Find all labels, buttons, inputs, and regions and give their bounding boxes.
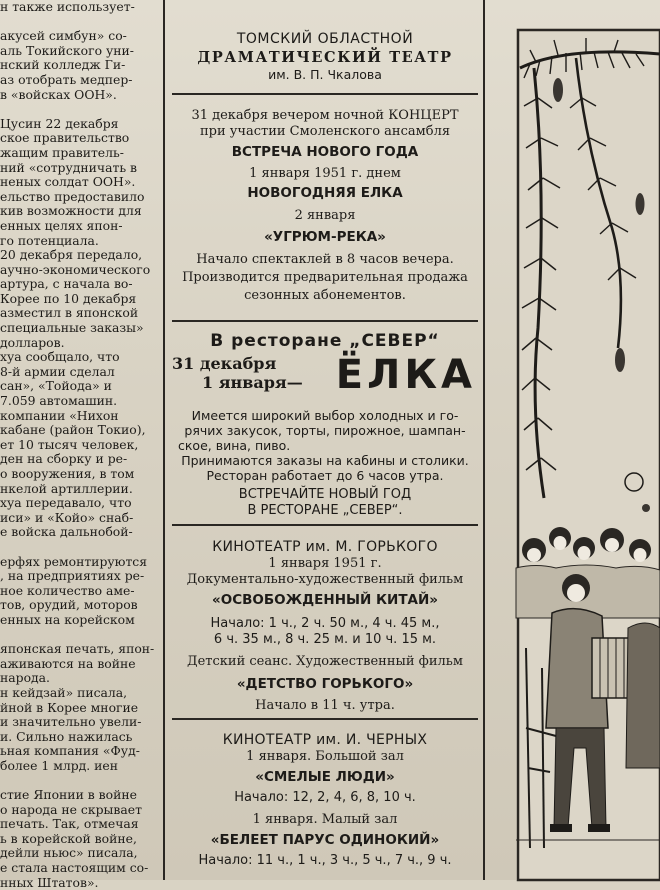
restaurant-desc-4: Принимаются заказы на кабины и столики.	[181, 453, 469, 468]
theatre-name-line1: ТОМСКИЙ ОБЛАСТНОЙ	[236, 31, 414, 47]
theatre-name-line3: им. В. П. Чкалова	[268, 67, 382, 82]
event-concert-details: при участии Смоленского ансамбля	[199, 124, 451, 139]
gorky-cinema-film: «ОСВОБОЖДЕННЫЙ КИТАЙ»	[212, 592, 438, 608]
news-line: нных Штатов».	[0, 874, 99, 890]
theatre-name-line2: ДРАМАТИЧЕСКИЙ ТЕАТР	[197, 49, 453, 66]
theatre-note-subscription: сезонных абонементов.	[244, 288, 406, 303]
news-line: сан», «Тойода» и	[0, 378, 112, 394]
theatre-ad	[172, 30, 478, 82]
news-line: ь в корейской войне,	[0, 830, 137, 846]
gorky-cinema-times-1: Начало: 1 ч., 2 ч. 50 м., 4 ч. 45 м.,	[210, 616, 440, 631]
news-line: артура, с начала во-	[0, 276, 133, 292]
event-date-jan2: 2 января	[294, 208, 356, 223]
news-line: долларов.	[0, 334, 65, 350]
news-line: енных целях япон-	[0, 217, 123, 233]
news-line: ний «сотрудничать в	[0, 159, 138, 175]
gorky-cinema-kids: Детский сеанс. Художественный фильм	[187, 654, 463, 669]
news-line: неных солдат ООН».	[0, 174, 136, 190]
news-line: е стала настоящим со-	[0, 860, 149, 876]
news-line: аз отобрать медпер-	[0, 71, 133, 87]
news-line: стие Японии в войне	[0, 787, 137, 803]
news-line: аживаются на войне	[0, 655, 136, 671]
gorky-cinema-film2: «ДЕТСТВО ГОРЬКОГО»	[236, 676, 414, 692]
news-line: аучно-экономического	[0, 261, 151, 277]
news-line: н также использует-	[0, 0, 135, 14]
news-line: жащим правитель-	[0, 144, 124, 160]
news-line: специальные заказы»	[0, 320, 144, 336]
news-line	[0, 628, 160, 643]
news-line: нский колледж Ги-	[0, 57, 126, 73]
news-line: акусей симбун» со-	[0, 28, 127, 44]
news-line: и значительно увели-	[0, 714, 142, 730]
restaurant-slogan-1: ВСТРЕЧАЙТЕ НОВЫЙ ГОД	[238, 487, 412, 502]
news-line: го потенциала.	[0, 232, 99, 248]
news-line: ет 10 тысяч человек,	[0, 436, 139, 452]
chernykh-cinema-hall1: 1 января. Большой зал	[246, 749, 404, 764]
news-line: хуа сообщало, что	[0, 349, 120, 365]
fir-tree-and-children-drawing	[516, 28, 660, 880]
news-line: в «войсках ООН».	[0, 86, 117, 102]
chernykh-cinema-film1: «СМЕЛЫЕ ЛЮДИ»	[255, 769, 395, 785]
news-line: Цусин 22 декабря	[0, 115, 119, 131]
news-line: о народа не скрывает	[0, 801, 142, 817]
news-line: народа.	[0, 670, 50, 686]
news-line: е войска дальнобой-	[0, 524, 133, 540]
event-title-elka: НОВОГОДНЯЯ ЕЛКА	[247, 185, 403, 201]
restaurant-desc-2: рячих закусок, торты, пирожное, шампан-	[184, 423, 466, 438]
event-date-jan1: 1 января 1951 г. днем	[249, 166, 401, 181]
chernykh-cinema-ad	[172, 731, 478, 869]
gorky-cinema-times-2: 6 ч. 35 м., 8 ч. 25 м. и 10 ч. 15 м.	[213, 632, 437, 647]
announcements-column	[172, 0, 478, 880]
news-line: н кейдзай» писала,	[0, 684, 128, 700]
restaurant-desc-3: ское, вина, пиво.	[178, 438, 291, 453]
news-line: азместил в японской	[0, 305, 139, 321]
news-line: хуа передавало, что	[0, 495, 132, 511]
news-line: ельство предоставило	[0, 188, 145, 204]
news-line: дейли ньюс» писала,	[0, 845, 138, 861]
divider	[172, 320, 478, 322]
news-line: , на предприятиях ре-	[0, 568, 145, 584]
new-year-illustration	[516, 28, 660, 880]
restaurant-dates-row	[172, 354, 478, 402]
divider	[172, 718, 478, 720]
news-line: енных на корейском	[0, 611, 135, 627]
restaurant-dates	[172, 354, 303, 392]
news-line: 20 декабря передало,	[0, 247, 143, 263]
column-rule-right	[483, 0, 485, 880]
restaurant-desc-1: Имеется широкий выбор холодных и го-	[191, 408, 459, 423]
news-line: компании «Нихон	[0, 407, 119, 423]
news-line: ерфях ремонтируются	[0, 553, 148, 569]
news-line	[0, 773, 160, 788]
news-line: ское правительство	[0, 130, 130, 146]
news-line	[0, 540, 160, 555]
news-line: печать. Так, отмечая	[0, 816, 139, 832]
restaurant-ad	[172, 330, 478, 519]
news-line	[0, 15, 160, 30]
left-news-column	[0, 0, 160, 890]
chernykh-cinema-film2: «БЕЛЕЕТ ПАРУС ОДИНОКИЙ»	[210, 832, 440, 848]
news-line: иси» и «Койо» снаб-	[0, 509, 134, 525]
theatre-note-start: Начало спектаклей в 8 часов вечера.	[196, 252, 454, 267]
column-rule-left	[163, 0, 165, 880]
restaurant-date1: 31 декабря	[172, 354, 277, 373]
news-line: кабане (район Токио),	[0, 422, 146, 438]
gorky-cinema-date: 1 января 1951 г.	[268, 556, 382, 571]
news-line: ное количество аме-	[0, 582, 135, 598]
theatre-events	[172, 108, 478, 304]
chernykh-cinema-times1: Начало: 12, 2, 4, 6, 8, 10 ч.	[234, 790, 416, 805]
theatre-note-sale: Производится предварительная продажа	[182, 270, 468, 285]
news-line: кив возможности для	[0, 203, 142, 219]
chernykh-cinema-times2: Начало: 11 ч., 1 ч., 3 ч., 5 ч., 7 ч., 9 ч.	[198, 853, 452, 868]
restaurant-elka-title: ЁЛКА	[335, 352, 476, 398]
gorky-cinema-genre: Документально-художественный фильм	[186, 572, 464, 587]
event-concert: 31 декабря вечером ночной КОНЦЕРТ	[191, 108, 459, 123]
news-line: нкелой артиллерии.	[0, 480, 133, 496]
news-line: 7.059 автомашин.	[0, 393, 118, 409]
news-line: японская печать, япон-	[0, 641, 155, 657]
divider	[172, 93, 478, 95]
event-title-ugryum-reka: «УГРЮМ-РЕКА»	[264, 229, 386, 245]
chernykh-cinema-hall2: 1 января. Малый зал	[252, 812, 398, 827]
news-line: ьная компания «Фуд-	[0, 743, 140, 759]
news-line: и. Сильно нажилась	[0, 728, 133, 744]
restaurant-date2: 1 января—	[202, 373, 303, 392]
gorky-cinema-start: Начало в 11 ч. утра.	[255, 698, 395, 713]
restaurant-desc-5: Ресторан работает до 6 часов утра.	[206, 468, 444, 483]
divider	[172, 524, 478, 526]
news-line: Корее по 10 декабря	[0, 290, 137, 306]
news-line: 8-й армии сделал	[0, 363, 115, 379]
restaurant-heading: В ресторане „СЕВЕР“	[210, 331, 440, 351]
chernykh-cinema-heading: КИНОТЕАТР им. И. ЧЕРНЫХ	[222, 732, 428, 748]
news-line: более 1 млрд. иен	[0, 757, 119, 773]
news-line: тов, орудий, моторов	[0, 597, 138, 613]
news-line	[0, 102, 160, 117]
news-line: ден на сборку и ре-	[0, 451, 128, 467]
news-line: йной в Корее многие	[0, 699, 139, 715]
news-line: о вооружения, в том	[0, 466, 135, 481]
gorky-cinema-ad	[172, 538, 478, 714]
gorky-cinema-heading: КИНОТЕАТР им. М. ГОРЬКОГО	[212, 539, 438, 555]
news-line: аль Токийского уни-	[0, 42, 134, 58]
restaurant-slogan-2: В РЕСТОРАНЕ „СЕВЕР“.	[247, 503, 403, 518]
event-title-new-year: ВСТРЕЧА НОВОГО ГОДА	[231, 144, 419, 160]
